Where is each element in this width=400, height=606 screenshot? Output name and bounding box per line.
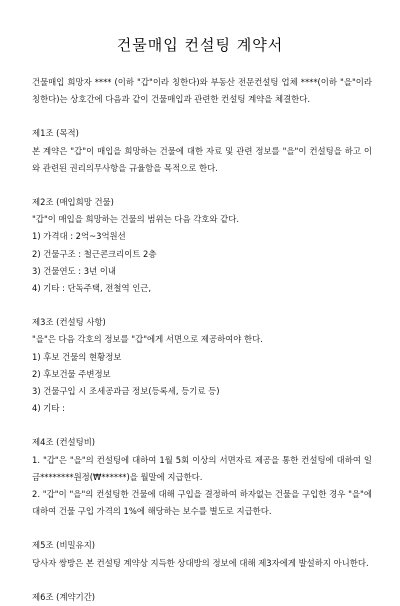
article-4 [32,434,372,520]
spacer [32,520,372,537]
list-item: 1) 후보 건물의 현황정보 [32,351,122,362]
article-text: "갑"이 매입을 희망하는 건물의 범위는 다음 각호와 같다. [32,214,239,225]
article-text: "을"은 다음 각호의 정보를 "갑"에게 서면으로 제공하여야 한다. [32,334,263,345]
spacer [32,177,372,194]
article-3 [32,314,372,417]
article-text: 당사자 쌍방은 본 컨설팅 계약상 지득한 상대방의 정보에 대해 제3자에게 발설하지 아니한다. [32,557,369,568]
article-text: 1. "갑"은 "을"의 컨설팅에 대하여 1월 5회 이상의 서면자료 제공을 통한 컨설팅에 대하여 일금********원정(₩******)을 월말에 지급한다. [32,454,372,482]
intro-paragraph: 건물매입 희망자 **** (이하 "갑"이라 칭한다)와 부동산 전문컨설팅 업체 ****(이하 "을"이라 칭한다)는 상호간에 다음과 같이 건물매입과 관련한 컨설팅 계약을 체결한다. [32,77,372,105]
article-1 [32,125,372,177]
list-item: 4) 기타 : [32,403,65,414]
spacer [32,297,372,314]
spacer [32,108,372,125]
list-item: 2) 건물구조 : 철근콘크리이트 2층 [32,248,157,259]
article-2 [32,194,372,297]
article-heading: 제6조 (계약기간) [32,591,96,602]
list-item: 3) 건물구입 시 조세공과금 정보(등록세, 등기료 등) [32,386,220,397]
document-title: 건물매입 컨설팅 계약서 [116,36,284,54]
spacer [32,572,372,589]
list-item: 4) 기타 : 단독주택, 전철역 인근, [32,283,152,294]
article-text: 2. "갑"이 "을"의 컨설팅한 건물에 대해 구입을 결정하여 하자없는 건물을 구입한 경우 "을"에 대하여 건물 구입 가격의 1%에 해당하는 보수를 별도로 지급한다. [32,489,372,517]
list-item: 3) 건물연도 : 3년 이내 [32,265,117,276]
article-heading: 제4조 (컨설팅비) [32,437,96,448]
article-6 [32,589,372,606]
article-heading: 제2조 (매입희망 건물) [32,197,114,208]
document-body [32,74,372,606]
article-heading: 제1조 (목적) [32,128,79,139]
list-item: 1) 가격대 : 2억~3억원선 [32,231,126,242]
article-5 [32,537,372,571]
article-heading: 제3조 (컨설팅 사항) [32,317,106,328]
article-heading: 제5조 (비밀유지) [32,540,96,551]
spacer [32,417,372,434]
article-text: 본 계약은 "갑"이 매입을 희망하는 건물에 대한 자료 및 관련 정보를 "을"이 컨설팅을 하고 이와 관련된 권리의무사항을 규율함을 목적으로 한다. [32,145,372,173]
list-item: 2) 후보건물 주변정보 [32,368,111,379]
